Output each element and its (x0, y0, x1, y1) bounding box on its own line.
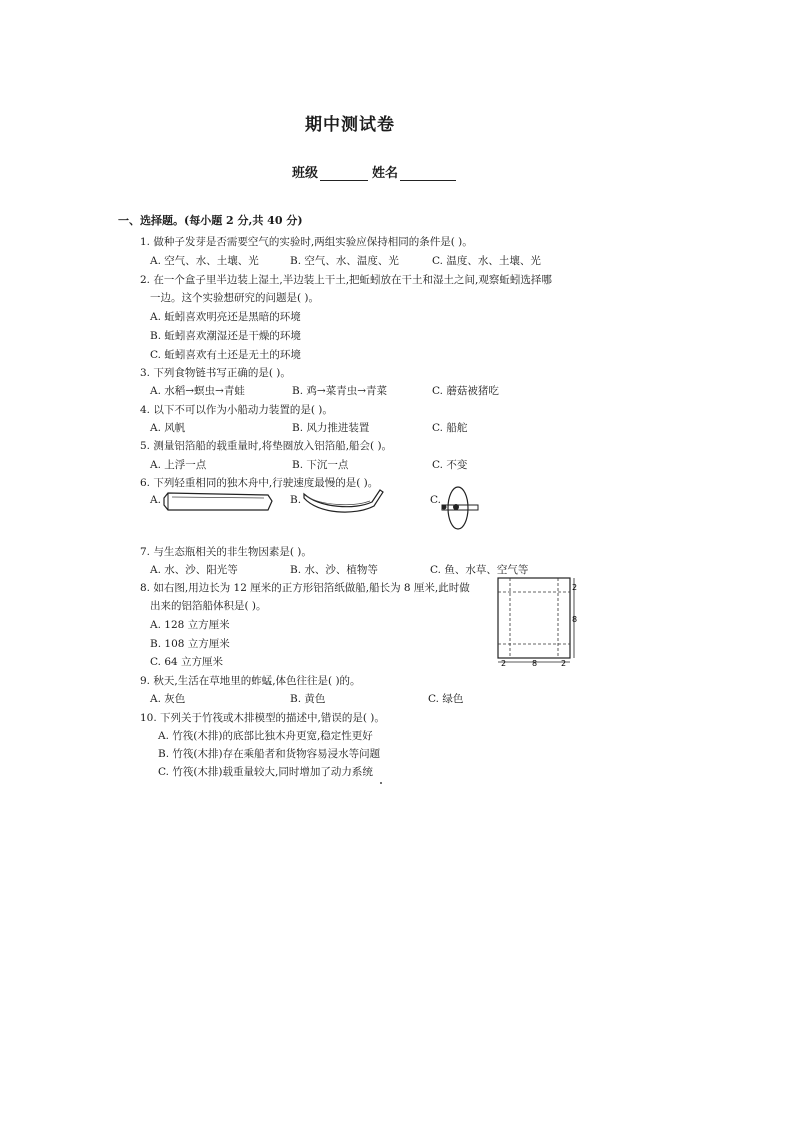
name-blank (400, 166, 456, 181)
q1-option-b: B. 空气、水、温度、光 (290, 255, 399, 267)
q8-option-c: C. 64 立方厘米 (150, 656, 224, 668)
q6-option-c: C. (430, 494, 441, 506)
q3-option-b: B. 鸡→菜青虫→青菜 (292, 385, 387, 397)
q4-option-a: A. 风帆 (150, 422, 186, 434)
q2-option-b: B. 蚯蚓喜欢潮湿还是干燥的环境 (150, 330, 301, 342)
q5-option-a: A. 上浮一点 (150, 459, 207, 471)
question-3: 3. 下列食物链书写正确的是( )。 (140, 367, 291, 379)
question-10: 10. 下列关于竹筏或木排模型的描述中,错误的是( )。 (140, 712, 385, 724)
q8-option-b: B. 108 立方厘米 (150, 638, 230, 650)
question-6: 6. 下列轻重相同的独木舟中,行驶速度最慢的是( )。 (140, 477, 379, 489)
q6-option-a: A. (150, 494, 161, 506)
q10-option-c: C. 竹筏(木排)载重量较大,同时增加了动力系统 (158, 766, 373, 778)
diagram-label-bottom-mid: 8 (532, 659, 538, 668)
q1-option-c: C. 温度、水、土壤、光 (432, 255, 541, 267)
class-label: 班级 (292, 166, 319, 181)
q2-option-a: A. 蚯蚓喜欢明亮还是黑暗的环境 (150, 311, 301, 323)
scan-speck (380, 782, 382, 784)
question-4: 4. 以下不可以作为小船动力装置的是( )。 (140, 404, 333, 416)
q4-option-c: C. 船舵 (432, 422, 468, 434)
section-heading: 一、选择题。(每小题 2 分,共 40 分) (118, 214, 303, 227)
q2-option-c: C. 蚯蚓喜欢有土还是无土的环境 (150, 349, 301, 361)
class-blank (320, 166, 368, 181)
student-info (292, 162, 456, 181)
q7-option-a: A. 水、沙、阳光等 (150, 564, 238, 576)
q3-option-c: C. 蘑菇被猪吃 (432, 385, 499, 397)
diagram-label-top: 2 (572, 583, 578, 592)
question-5: 5. 测量铝箔船的载重量时,将垫圈放入铝箔船,船会( )。 (140, 440, 393, 452)
question-1: 1. 做种子发芽是否需要空气的实验时,两组实验应保持相同的条件是( )。 (140, 236, 473, 248)
question-8: 8. 如右图,用边长为 12 厘米的正方形铝箔纸做船,船长为 8 厘米,此时做 (140, 582, 470, 594)
q6-option-b: B. (290, 494, 302, 506)
diagram-label-bottom-right: 2 (561, 659, 567, 668)
canoe-a-image (160, 488, 275, 518)
canoe-b-image (300, 486, 385, 520)
q9-option-a: A. 灰色 (150, 693, 186, 705)
question-7: 7. 与生态瓶相关的非生物因素是( )。 (140, 546, 312, 558)
q4-option-b: B. 风力推进装置 (292, 422, 370, 434)
canoe-c-image (438, 486, 482, 532)
foil-square-diagram (490, 572, 580, 668)
q10-option-a: A. 竹筏(木排)的底部比独木舟更宽,稳定性更好 (158, 730, 373, 742)
q7-option-b: B. 水、沙、植物等 (290, 564, 378, 576)
q1-option-a: A. 空气、水、土壤、光 (150, 255, 259, 267)
question-2: 2. 在一个盒子里半边装上湿土,半边装上干土,把蚯蚓放在干土和湿土之间,观察蚯蚓选择哪 (140, 274, 552, 286)
q10-option-b: B. 竹筏(木排)存在乘船者和货物容易浸水等问题 (158, 748, 381, 760)
page-title: 期中测试卷 (305, 115, 395, 135)
q8-option-a: A. 128 立方厘米 (150, 619, 230, 631)
question-2-cont: 一边。这个实验想研究的问题是( )。 (150, 292, 320, 304)
q9-option-b: B. 黄色 (290, 693, 326, 705)
q9-option-c: C. 绿色 (428, 693, 464, 705)
question-9: 9. 秋天,生活在草地里的蚱蜢,体色往往是( )的。 (140, 675, 361, 687)
name-label: 姓名 (372, 166, 399, 181)
diagram-label-right: 8 (572, 615, 578, 624)
q5-option-b: B. 下沉一点 (292, 459, 349, 471)
q5-option-c: C. 不变 (432, 459, 468, 471)
q3-option-a: A. 水稻→螟虫→青蛙 (150, 385, 245, 397)
q7-option-c: C. 鱼、水草、空气等 (430, 564, 529, 576)
diagram-label-bottom-left: 2 (501, 659, 507, 668)
question-8-cont: 出来的铝箔船体积是( )。 (150, 600, 267, 612)
